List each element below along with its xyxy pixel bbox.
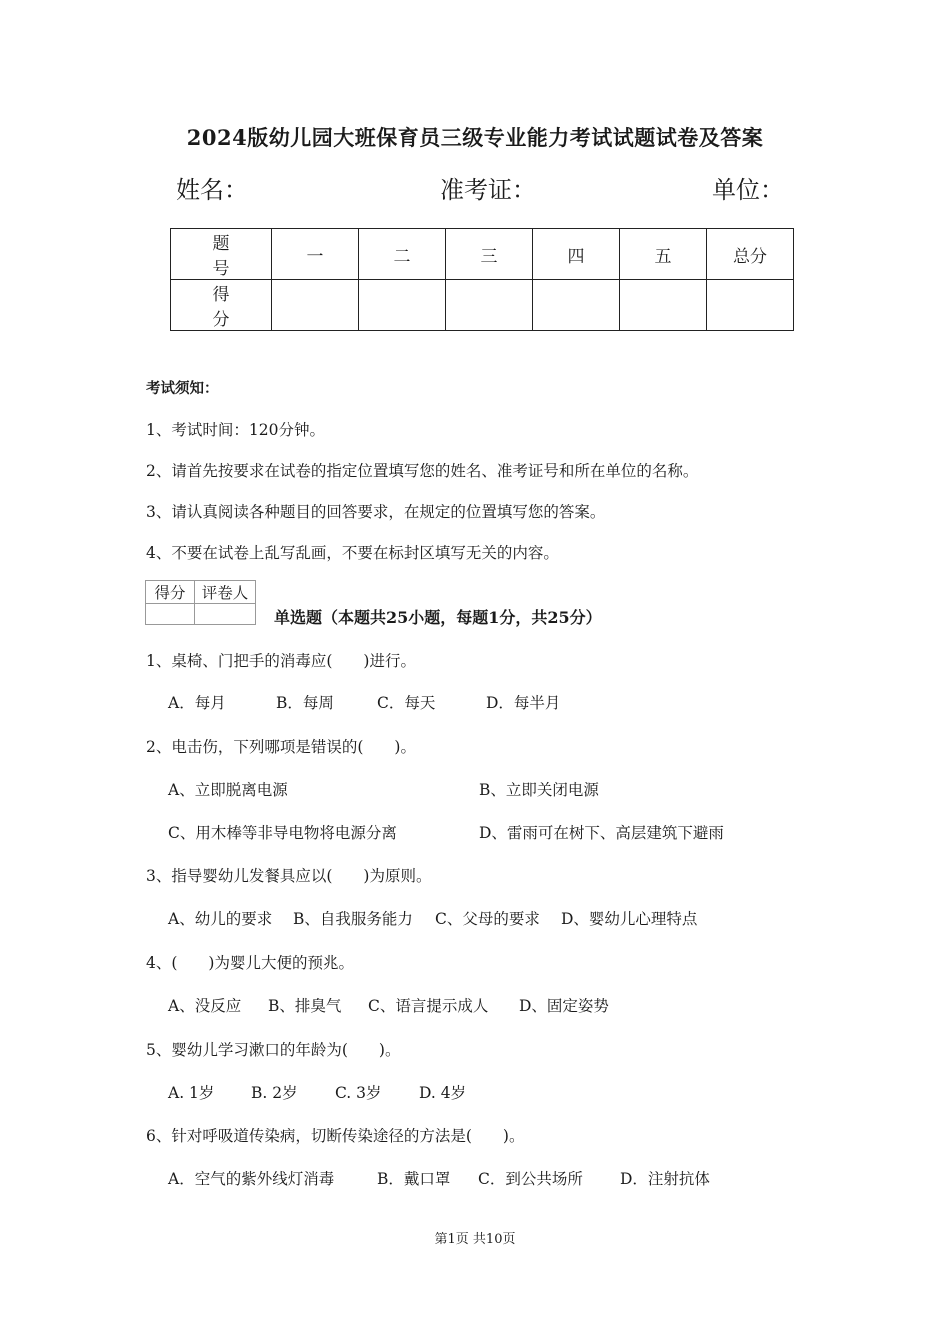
score-cell[interactable] xyxy=(359,280,446,331)
question-stem: 5、婴幼儿学习漱口的年龄为( )。 xyxy=(146,1041,401,1059)
score-table-header-cell: 一 xyxy=(272,229,359,280)
question-option: B、自我服务能力 xyxy=(293,910,413,928)
score-table xyxy=(170,228,794,331)
score-table-header-row xyxy=(171,229,794,280)
notice-heading: 考试须知： xyxy=(146,380,219,397)
question-option: B、排臭气 xyxy=(268,997,342,1015)
question-option: D. 4岁 xyxy=(419,1084,467,1102)
score-table-header-cell: 三 xyxy=(446,229,533,280)
question-option: C．到公共场所 xyxy=(478,1170,583,1188)
question-stem: 3、指导婴幼儿发餐具应以( )为原则。 xyxy=(146,867,432,885)
score-cell[interactable] xyxy=(533,280,620,331)
score-table-header-cell: 五 xyxy=(620,229,707,280)
score-cell[interactable] xyxy=(620,280,707,331)
grader-score-label: 得分 xyxy=(146,581,195,604)
question-option: D．每半月 xyxy=(486,694,561,712)
notice-item: 2、请首先按要求在试卷的指定位置填写您的姓名、准考证号和所在单位的名称。 xyxy=(146,462,699,480)
question-option: B．戴口罩 xyxy=(377,1170,451,1188)
grader-name-label: 评卷人 xyxy=(195,581,256,604)
question-option: C、语言提示成人 xyxy=(368,997,489,1015)
exam-title: 2024版幼儿园大班保育员三级专业能力考试试题试卷及答案 xyxy=(186,125,764,150)
score-cell[interactable] xyxy=(707,280,794,331)
score-cell[interactable] xyxy=(446,280,533,331)
page-footer: 第1页 共10页 xyxy=(434,1232,516,1247)
notice-item: 1、考试时间：120分钟。 xyxy=(146,421,325,439)
grader-score-cell[interactable] xyxy=(146,604,195,625)
score-table-header-cell: 二 xyxy=(359,229,446,280)
ticket-field-label: 准考证： xyxy=(440,176,536,204)
question-option: A．空气的紫外线灯消毒 xyxy=(168,1170,335,1188)
unit-field-label: 单位： xyxy=(712,176,784,204)
question-option: C．每天 xyxy=(377,694,436,712)
score-cell[interactable] xyxy=(272,280,359,331)
question-option: A、没反应 xyxy=(168,997,242,1015)
question-option: B．每周 xyxy=(276,694,334,712)
question-option: A. 1岁 xyxy=(168,1084,215,1102)
question-stem: 1、桌椅、门把手的消毒应( )进行。 xyxy=(146,652,416,670)
grader-name-cell[interactable] xyxy=(195,604,256,625)
question-option: D、固定姿势 xyxy=(519,997,609,1015)
question-option: D、婴幼儿心理特点 xyxy=(561,910,698,928)
question-stem: 4、( )为婴儿大便的预兆。 xyxy=(146,954,354,972)
notice-item: 4、不要在试卷上乱写乱画，不要在标封区填写无关的内容。 xyxy=(146,544,559,562)
grader-box xyxy=(145,580,256,625)
question-option: A、幼儿的要求 xyxy=(168,910,273,928)
score-table-header-cell: 四 xyxy=(533,229,620,280)
notice-item: 3、请认真阅读各种题目的回答要求，在规定的位置填写您的答案。 xyxy=(146,503,606,521)
score-table-score-row xyxy=(171,280,794,331)
name-field-label: 姓名： xyxy=(176,176,248,204)
question-option: A、立即脱离电源 xyxy=(168,781,288,799)
question-option: D、雷雨可在树下、高层建筑下避雨 xyxy=(479,824,724,842)
score-row-label: 得 分 xyxy=(171,280,272,331)
question-option: B. 2岁 xyxy=(251,1084,298,1102)
question-option: C、父母的要求 xyxy=(435,910,540,928)
question-option: B、立即关闭电源 xyxy=(479,781,599,799)
section-title: 单选题（本题共25小题，每题1分，共25分） xyxy=(274,608,602,627)
score-table-header-cell: 总分 xyxy=(707,229,794,280)
question-option: C、用木棒等非导电物将电源分离 xyxy=(168,824,397,842)
question-option: C. 3岁 xyxy=(335,1084,382,1102)
question-stem: 2、电击伤，下列哪项是错误的( )。 xyxy=(146,738,416,756)
score-table-header-cell: 题 号 xyxy=(171,229,272,280)
question-stem: 6、针对呼吸道传染病，切断传染途径的方法是( )。 xyxy=(146,1127,525,1145)
question-option: A．每月 xyxy=(168,694,226,712)
question-option: D．注射抗体 xyxy=(620,1170,710,1188)
